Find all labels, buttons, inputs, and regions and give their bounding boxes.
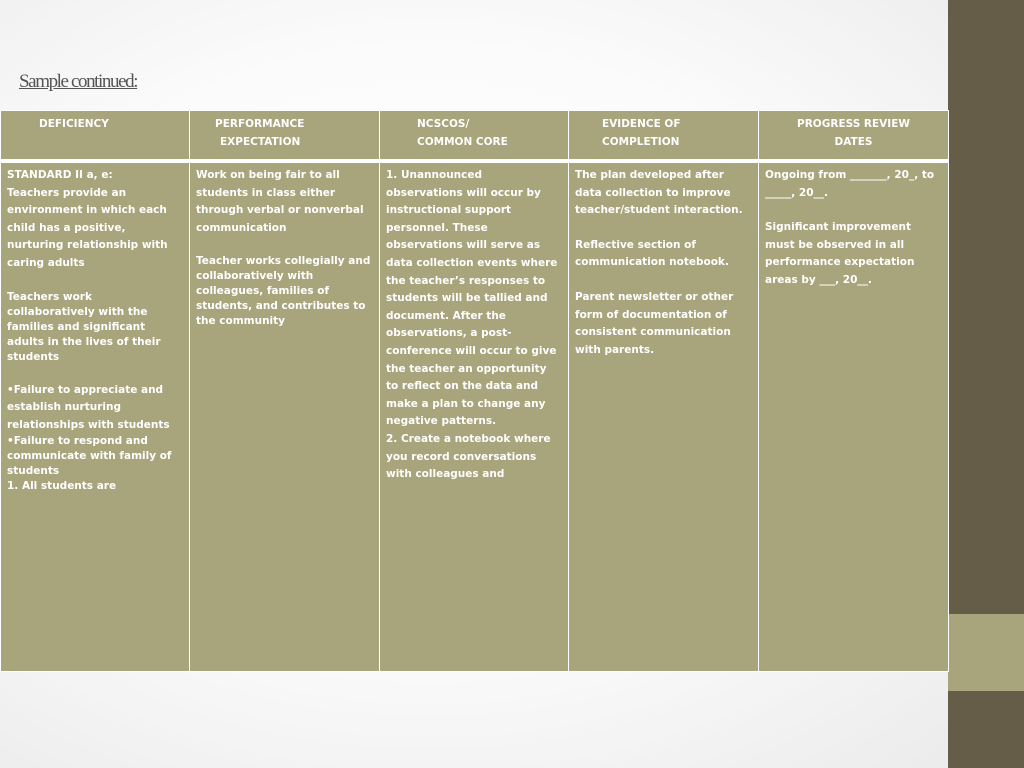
- header-performance-line2: EXPECTATION: [220, 136, 301, 148]
- cell-evidence-of-completion: [569, 161, 759, 672]
- header-deficiency-label: DEFICIENCY: [39, 118, 109, 130]
- evidence-reflective-text: Reflective section of communication notebook.: [575, 238, 729, 269]
- deficiency-collaboration-text: Teachers work collaboratively with the families and significant adults in the lives of their students: [7, 290, 161, 363]
- evidence-plan-text: The plan developed after data collection to improve teacher/student interaction.: [575, 169, 743, 217]
- deficiency-failure-nurturing: •Failure to appreciate and establish nurturing relationships with students: [7, 383, 170, 431]
- slide-title: Sample continued:: [19, 71, 138, 92]
- deficiency-failure-communicate: •Failure to respond and communicate with family of students: [7, 435, 172, 478]
- performance-fairness-text: Work on being fair to all students in class either through verbal or nonverbal communication: [196, 169, 364, 234]
- header-ncscos-line2: COMMON CORE: [417, 136, 508, 148]
- header-row: [1, 111, 949, 162]
- content-row: [1, 161, 949, 672]
- ncscos-notebook-text: 2. Create a notebook where you record conversations with colleagues and: [386, 432, 551, 481]
- header-progress-line2: DATES: [834, 136, 873, 148]
- cell-deficiency: [1, 161, 190, 672]
- header-performance-line1: PERFORMANCE: [215, 118, 305, 130]
- header-evidence-line1: EVIDENCE OF: [602, 118, 681, 130]
- progress-improvement-text: Significant improvement must be observed in all performance expectation areas by ___, 20__.: [765, 221, 915, 286]
- evidence-newsletter-text: Parent newsletter or other form of documentation of consistent communication with parents.: [575, 290, 734, 356]
- header-evidence-line2: COMPLETION: [602, 136, 680, 148]
- cell-performance-expectation: [190, 161, 380, 672]
- performance-collegial-text: Teacher works collegially and collaboratively with colleagues, families of students, and contributes to the community: [196, 255, 371, 328]
- header-progress-review-dates: [759, 111, 949, 162]
- cell-progress-review-dates: [759, 161, 949, 672]
- header-ncscos-line1: NCSCOS/: [417, 118, 470, 130]
- header-evidence-of-completion: [569, 111, 759, 162]
- header-performance-expectation: [190, 111, 380, 162]
- deficiency-list-item: 1. All students are: [7, 480, 117, 493]
- side-accent-block: [948, 614, 1024, 691]
- ncscos-observations-text: 1. Unannounced observations will occur by instructional support personnel. These observations will serve as data collection events where the teacher’s responses to students will be tallied and document. After the observations, a post-conference will occur to give the teacher an opportunity to reflect on the data and make a plan to change any negative patterns.: [386, 169, 558, 428]
- header-progress-line1: PROGRESS REVIEW: [797, 118, 910, 130]
- action-plan-table: [0, 110, 949, 672]
- header-ncscos-common-core: [380, 111, 569, 162]
- deficiency-standard-text: STANDARD II a, e: Teachers provide an environment in which each child has a positive, nurturing relationship with caring adults: [7, 169, 168, 269]
- progress-ongoing-text: Ongoing from _______, 20_, to _____, 20__.: [765, 169, 935, 199]
- cell-ncscos-common-core: [380, 161, 569, 672]
- header-deficiency: [1, 111, 190, 162]
